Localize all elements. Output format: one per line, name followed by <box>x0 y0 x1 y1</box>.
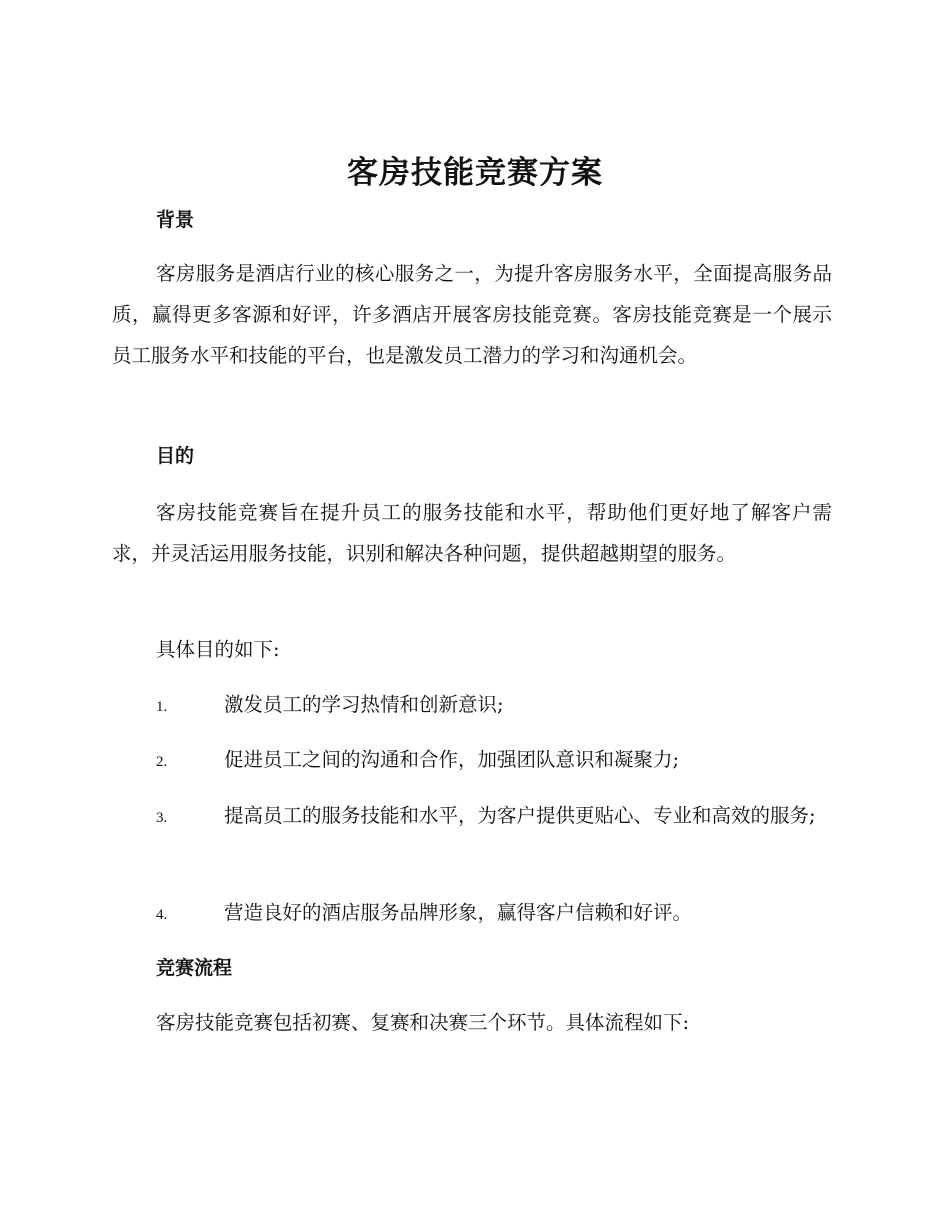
list-text: 提高员工的服务技能和水平，为客户提供更贴心、专业和高效的服务; <box>224 804 816 827</box>
list-text: 促进员工之间的沟通和合作，加强团队意识和凝聚力; <box>224 748 680 771</box>
purpose-intro: 具体目的如下: <box>156 638 280 661</box>
section-heading-process: 竞赛流程 <box>156 957 233 979</box>
list-text: 营造良好的酒店服务品牌形象，赢得客户信赖和好评。 <box>224 901 693 924</box>
list-text: 激发员工的学习热情和创新意识; <box>224 693 504 716</box>
purpose-paragraph: 客房技能竞赛旨在提升员工的服务技能和水平，帮助他们更好地了解客户需求，并灵活运用服务技能，识别和解决各种问题，提供超越期望的服务。 <box>112 501 832 565</box>
list-item <box>112 684 832 728</box>
process-paragraph: 客房技能竞赛包括初赛、复赛和决赛三个环节。具体流程如下: <box>156 1011 690 1034</box>
document-title: 客房技能竞赛方案 <box>347 155 603 191</box>
background-paragraph: 客房服务是酒店行业的核心服务之一，为提升客房服务水平，全面提高服务品质，赢得更多客源和好评，许多酒店开展客房技能竞赛。客房技能竞赛是一个展示员工服务水平和技能的平台，也是激发员工潜力的学习和沟通机会。 <box>112 262 832 367</box>
list-number: 1. <box>156 699 168 715</box>
list-number: 2. <box>156 754 168 770</box>
list-item <box>112 739 832 783</box>
section-heading-background: 背景 <box>156 209 195 231</box>
list-number: 4. <box>156 907 168 923</box>
list-item <box>112 795 832 839</box>
list-item <box>112 892 832 936</box>
list-number: 3. <box>156 810 168 826</box>
section-heading-purpose: 目的 <box>156 445 195 467</box>
